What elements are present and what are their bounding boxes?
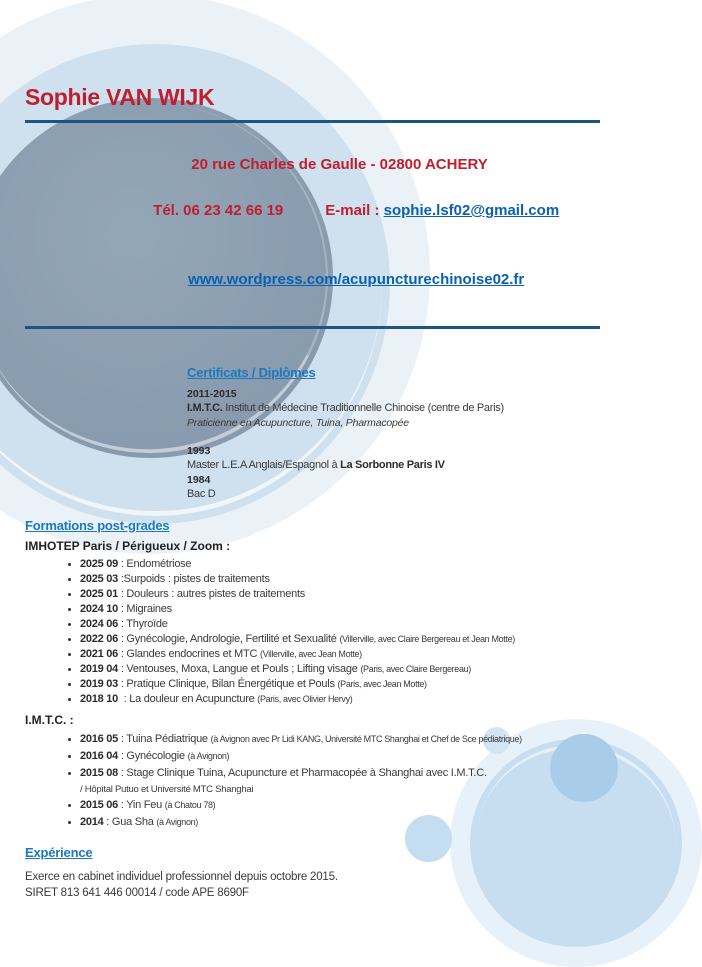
section-title-experience: Expérience bbox=[25, 845, 93, 860]
cert-school-abbr: I.M.T.C. bbox=[187, 402, 223, 414]
formation-note: (à Avignon) bbox=[156, 817, 198, 827]
experience-line: Exerce en cabinet individuel professionnel depuis octobre 2015. bbox=[25, 871, 338, 883]
formation-date: 2019 03 bbox=[80, 678, 119, 690]
formation-note: (Paris, avec Olivier Hervy) bbox=[257, 694, 353, 704]
formation-text: :Surpoids : pistes de traitements bbox=[118, 573, 270, 585]
phone-number: Tél. 06 23 42 66 19 bbox=[153, 202, 284, 219]
website-line bbox=[60, 245, 619, 314]
formation-date: 2021 06 bbox=[80, 648, 119, 660]
header-divider bbox=[25, 120, 600, 123]
formation-date: 2014 bbox=[80, 816, 104, 828]
formation-date: 2024 10 bbox=[80, 603, 119, 615]
formation-note: (Paris, avec Claire Bergereau) bbox=[360, 664, 471, 674]
cert-degree: Master L.E.A Anglais/Espagnol à bbox=[187, 459, 341, 471]
cert-school-name: Institut de Médecine Traditionnelle Chinoise (centre de Paris) bbox=[222, 402, 504, 414]
formation-note: (Paris, avec Jean Motte) bbox=[337, 679, 427, 689]
formation-text: : Thyroïde bbox=[118, 618, 168, 630]
formation-date: 2018 10 bbox=[80, 693, 119, 705]
formation-date: 2019 04 bbox=[80, 663, 119, 675]
email-link[interactable]: sophie.lsf02@gmail.com bbox=[383, 202, 560, 219]
formation-item bbox=[80, 617, 629, 632]
formation-note: (à Avignon avec Pr Lidi KANG, Université MTC Shanghai et Chef de Sce pédiatrique) bbox=[210, 734, 522, 744]
section-formations bbox=[25, 518, 629, 831]
formation-text: : La douleur en Acupuncture bbox=[118, 693, 258, 705]
formation-item bbox=[80, 748, 629, 765]
formation-text: : Stage Clinique Tuina, Acupuncture et Pharmacopée à Shanghai avec I.M.T.C. bbox=[118, 767, 487, 779]
formation-group-heading: I.M.T.C. : bbox=[25, 713, 74, 727]
formation-text: : Ventouses, Moxa, Langue et Pouls ; Lifting visage bbox=[118, 663, 361, 675]
phone-email-line bbox=[60, 176, 619, 245]
formation-item bbox=[80, 677, 629, 692]
formation-date: 2015 06 bbox=[80, 799, 119, 811]
cert-line: Bac D bbox=[187, 488, 216, 500]
email-label: E-mail : bbox=[325, 202, 384, 219]
formation-text: : Migraines bbox=[118, 603, 172, 615]
section-experience bbox=[25, 845, 609, 901]
formation-item bbox=[80, 632, 629, 647]
formation-note: (à Chatou 78) bbox=[164, 800, 216, 810]
section-title-formations: Formations post-grades bbox=[25, 518, 170, 533]
formation-item bbox=[80, 797, 629, 814]
cert-university: La Sorbonne Paris IV bbox=[340, 459, 445, 471]
formation-item bbox=[80, 692, 629, 707]
formation-text: : Tuina Pédiatrique bbox=[118, 733, 211, 745]
cert-line bbox=[187, 401, 609, 416]
formation-date: 2025 09 bbox=[80, 558, 119, 570]
formation-item bbox=[80, 814, 629, 831]
cert-period: 1984 bbox=[187, 474, 211, 486]
contact-divider bbox=[25, 326, 600, 329]
formation-note: (à Avignon) bbox=[187, 751, 230, 761]
formation-date: 2025 01 bbox=[80, 588, 119, 600]
formation-item bbox=[80, 647, 629, 662]
formation-continuation: / Hôpital Putuo et Université MTC Shanghai bbox=[80, 784, 254, 795]
contact-block bbox=[60, 153, 619, 314]
formation-text: : Gynécologie bbox=[118, 750, 188, 762]
formation-list-imtc bbox=[25, 731, 629, 831]
formation-item bbox=[80, 587, 629, 602]
formation-item bbox=[80, 662, 629, 677]
formation-note: (Villerville, avec Claire Bergereau et Jean Motte) bbox=[339, 634, 515, 644]
formation-text: : Glandes endocrines et MTC bbox=[118, 648, 260, 660]
section-certificats bbox=[187, 365, 609, 502]
section-title-certificats: Certificats / Diplômes bbox=[187, 365, 316, 380]
cert-period: 2011-2015 bbox=[187, 388, 237, 400]
website-link[interactable]: www.wordpress.com/acupuncturechinoise02.fr bbox=[188, 271, 525, 288]
formation-item bbox=[80, 765, 629, 797]
cert-line bbox=[187, 458, 609, 473]
formation-item bbox=[80, 602, 629, 617]
formation-date: 2025 03 bbox=[80, 573, 119, 585]
formation-text: : Endométriose bbox=[118, 558, 192, 570]
formation-date: 2016 05 bbox=[80, 733, 119, 745]
formation-date: 2024 06 bbox=[80, 618, 119, 630]
formation-date: 2016 04 bbox=[80, 750, 119, 762]
cert-specialty: Praticienne en Acupuncture, Tuina, Pharmacopée bbox=[187, 417, 409, 429]
formation-text: : Douleurs : autres pistes de traitements bbox=[118, 588, 305, 600]
cert-period: 1993 bbox=[187, 445, 211, 457]
formation-text: : Yin Feu bbox=[118, 799, 165, 811]
address-line: 20 rue Charles de Gaulle - 02800 ACHERY bbox=[191, 156, 488, 173]
experience-line: SIRET 813 641 446 00014 / code APE 8690F bbox=[25, 887, 249, 899]
formation-item bbox=[80, 572, 629, 587]
formation-date: 2015 08 bbox=[80, 767, 119, 779]
formation-text: : Gua Sha bbox=[103, 816, 157, 828]
formation-list-imhotep bbox=[25, 557, 629, 707]
spacer bbox=[187, 431, 609, 444]
formation-date: 2022 06 bbox=[80, 633, 119, 645]
formation-item bbox=[80, 731, 629, 748]
cv-page bbox=[0, 84, 629, 941]
formation-text: : Pratique Clinique, Bilan Énergétique et Pouls bbox=[118, 678, 338, 690]
formation-text: : Gynécologie, Andrologie, Fertilité et Sexualité bbox=[118, 633, 340, 645]
formation-item bbox=[80, 557, 629, 572]
formation-group-heading: IMHOTEP Paris / Périgueux / Zoom : bbox=[25, 539, 231, 553]
person-name: Sophie VAN WIJK bbox=[25, 84, 215, 110]
formation-note: (Villerville, avec Jean Motte) bbox=[259, 649, 362, 659]
